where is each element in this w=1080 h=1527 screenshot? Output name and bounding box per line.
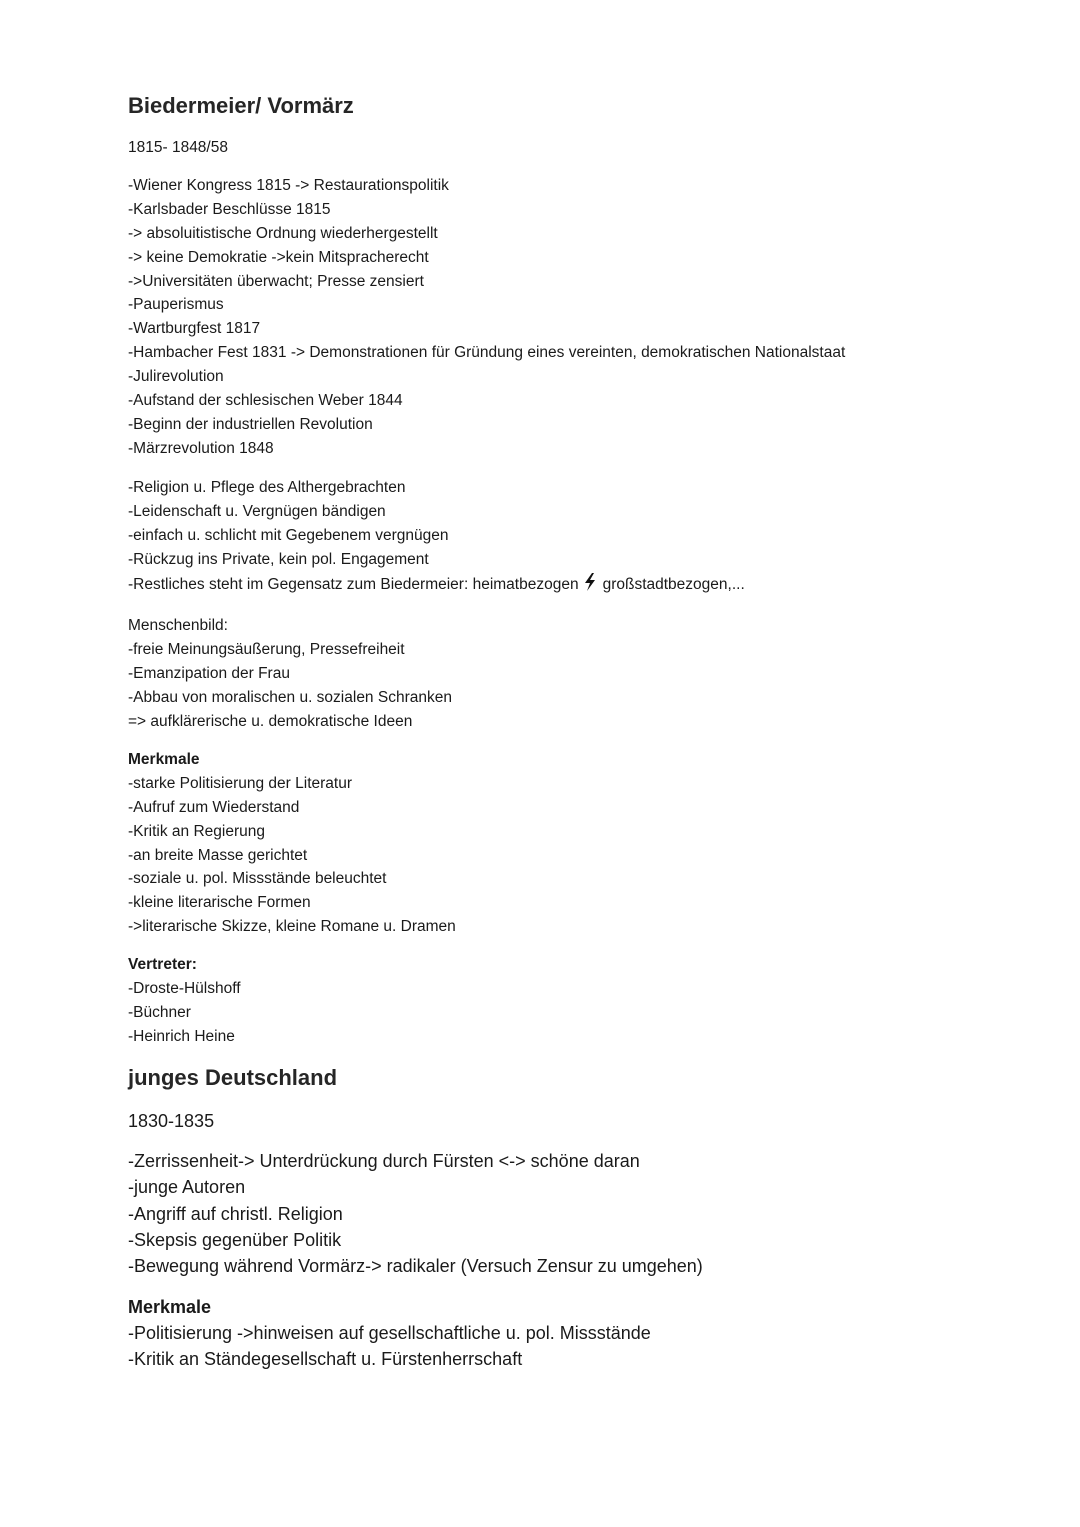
merkmale-heading: Merkmale [128,750,200,768]
list-item: -Wartburgfest 1817 [128,320,261,338]
section-title-junges-deutschland: junges Deutschland [128,1064,338,1090]
list-item: -kleine literarische Formen [128,894,311,912]
list-item: -Pauperismus [128,296,224,314]
list-item: => aufklärerische u. demokratische Ideen [128,713,413,731]
jd-list [128,1148,1028,1279]
list-item: -Religion u. Pflege des Althergebrachten [128,478,406,496]
merkmale-heading: Merkmale [128,1296,212,1317]
lightning-icon [583,573,597,591]
list-item: -soziale u. pol. Missstände beleuchtet [128,870,387,888]
list-item: -freie Meinungsäußerung, Pressefreiheit [128,641,405,659]
list-item: -Emanzipation der Frau [128,665,290,683]
list-item: -Skepsis gegenüber Politik [128,1230,342,1250]
jd-merkmale-block [128,1294,1028,1373]
section-junges-deutschland [128,1062,1028,1373]
list-item: -Heinrich Heine [128,1027,235,1045]
list-item: -Märzrevolution 1848 [128,439,274,457]
list-item: -Rückzug ins Private, kein pol. Engagement [128,550,429,568]
list-item: -Bewegung während Vormärz-> radikaler (Versuch Zensur zu umgehen) [128,1256,703,1277]
vertreter-heading: Vertreter: [128,956,197,974]
contrast-line [128,571,1028,599]
menschenbild-block [128,614,1028,734]
list-item: -Julirevolution [128,368,224,386]
list-item: -Zerrissenheit-> Unterdrückung durch Fürsten <-> schöne daran [128,1151,640,1172]
values-list [128,476,1028,600]
list-item: -Aufstand der schlesischen Weber 1844 [128,392,403,410]
section-biedermeier [128,90,1028,1049]
list-item: -Büchner [128,1004,191,1021]
contrast-after: großstadtbezogen,... [602,576,745,594]
list-item: -starke Politisierung der Literatur [128,774,352,792]
section-title-biedermeier: Biedermeier/ Vormärz [128,93,354,118]
list-item: -> keine Demokratie ->kein Mitspracherecht [128,248,429,266]
menschenbild-heading: Menschenbild: [128,617,228,635]
list-item: ->Universitäten überwacht; Presse zensiert [128,272,424,290]
list-item: -junge Autoren [128,1177,246,1198]
list-item: -Aufruf zum Wiederstand [128,798,300,816]
list-item: -Hambacher Fest 1831 -> Demonstrationen für Gründung eines vereinten, demokratischen Nationalstaat [128,344,846,362]
list-item: -> absoluitistische Ordnung wiederhergestellt [128,224,438,242]
list-item: -Kritik an Regierung [128,822,265,840]
list-item: -Abbau von moralischen u. sozialen Schranken [128,689,452,707]
date-range-biedermeier: 1815- 1848/58 [128,139,228,156]
list-item: -einfach u. schlicht mit Gegebenem vergnügen [128,526,449,544]
list-item: -Politisierung ->hinweisen auf gesellschaftliche u. pol. Missstände [128,1322,651,1343]
contrast-before: -Restliches steht im Gegensatz zum Biedermeier: heimatbezogen [128,576,579,594]
vertreter-block [128,953,1028,1049]
list-item: -Droste-Hülshoff [128,980,241,998]
merkmale-block [128,748,1028,939]
list-item: -Leidenschaft u. Vergnügen bändigen [128,502,386,520]
list-item: -Angriff auf christl. Religion [128,1203,343,1224]
list-item: -Wiener Kongress 1815 -> Restaurationspolitik [128,176,449,194]
list-item: -Kritik an Ständegesellschaft u. Fürstenherrschaft [128,1349,523,1370]
list-item: ->literarische Skizze, kleine Romane u. Dramen [128,918,456,936]
list-item: -Beginn der industriellen Revolution [128,415,373,433]
list-item: -Karlsbader Beschlüsse 1815 [128,200,331,218]
document-page [128,90,1028,1372]
events-list [128,174,1028,461]
date-range-junges-deutschland: 1830-1835 [128,1110,215,1131]
list-item: -an breite Masse gerichtet [128,846,308,864]
